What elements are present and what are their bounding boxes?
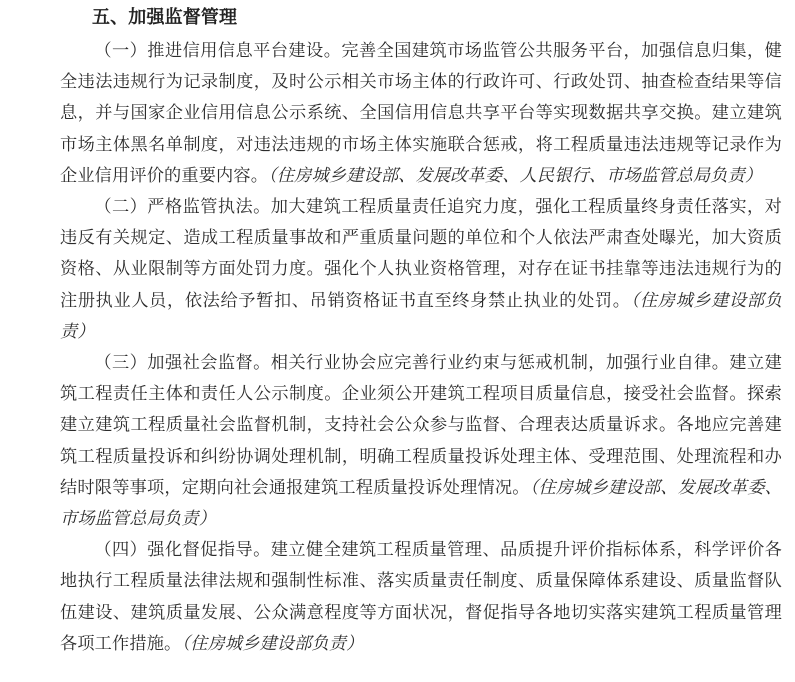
paragraph-text: （四）强化督促指导。建立健全建筑工程质量管理、品质提升评价指标体系，科学评价各地执行工程质量法律法规和强制性标准、落实质量责任制度、质量保障体系建设、质量监督队伍建设、建筑质量发展、公众满意程度等方面状况，督促指导各地切实落实建筑工程质量管理各项工作措施。 xyxy=(60,540,782,654)
paragraph-text: （一）推进信用信息平台建设。完善全国建筑市场监管公共服务平台，加强信息归集，健全违法违规行为记录制度，及时公示相关市场主体的行政许可、行政处罚、抽查检查结果等信息，并与国家企业信用信息公示系统、全国信用信息共享平台等实现数据共享交换。建立建筑市场主体黑名单制度，对违法违规的市场主体实施联合惩戒，将工程质量违法违规等记录作为企业信用评价的重要内容。 xyxy=(60,41,782,186)
responsible-departments: （住房城乡建设部、发展改革委、人民银行、市场监管总局负责） xyxy=(268,165,763,186)
document-body xyxy=(60,0,782,660)
responsible-departments: （住房城乡建设部、发展改革委、市场监管总局负责） xyxy=(60,477,782,530)
paragraph-law-enforcement xyxy=(60,192,782,348)
paragraph-social-supervision xyxy=(60,348,782,535)
responsible-departments: （住房城乡建设部负责） xyxy=(60,290,782,342)
paragraph-text: （二）严格监管执法。加大建筑工程质量责任追究力度，强化工程质量终身责任落实，对违反有关规定、造成工程质量事故和严重质量问题的单位和个人依法严肃查处曝光，加大资质资格、从业限制等方面处罚力度。强化个人执业资格管理，对存在证书挂靠等违法违规行为的注册执业人员，依法给予暂扣、吊销资格证书直至终身禁止执业的处罚。 xyxy=(60,197,782,311)
paragraph-text: （三）加强社会监督。相关行业协会应完善行业约束与惩戒机制，加强行业自律。建立建筑工程责任主体和责任人公示制度。企业须公开建筑工程项目质量信息，接受社会监督。探索建立建筑工程质量社会监督机制，支持社会公众参与监督、合理表达质量诉求。各地应完善建筑工程质量投诉和纠纷协调处理机制，明确工程质量投诉处理主体、受理范围、处理流程和办结时限等事项，定期向社会通报建筑工程质量投诉处理情况。 xyxy=(60,353,782,498)
responsible-departments: （住房城乡建设部负责） xyxy=(181,633,364,654)
paragraph-guidance xyxy=(60,535,782,660)
section-heading: 五、加强监督管理 xyxy=(92,7,238,28)
paragraph-credit-platform xyxy=(60,36,782,192)
